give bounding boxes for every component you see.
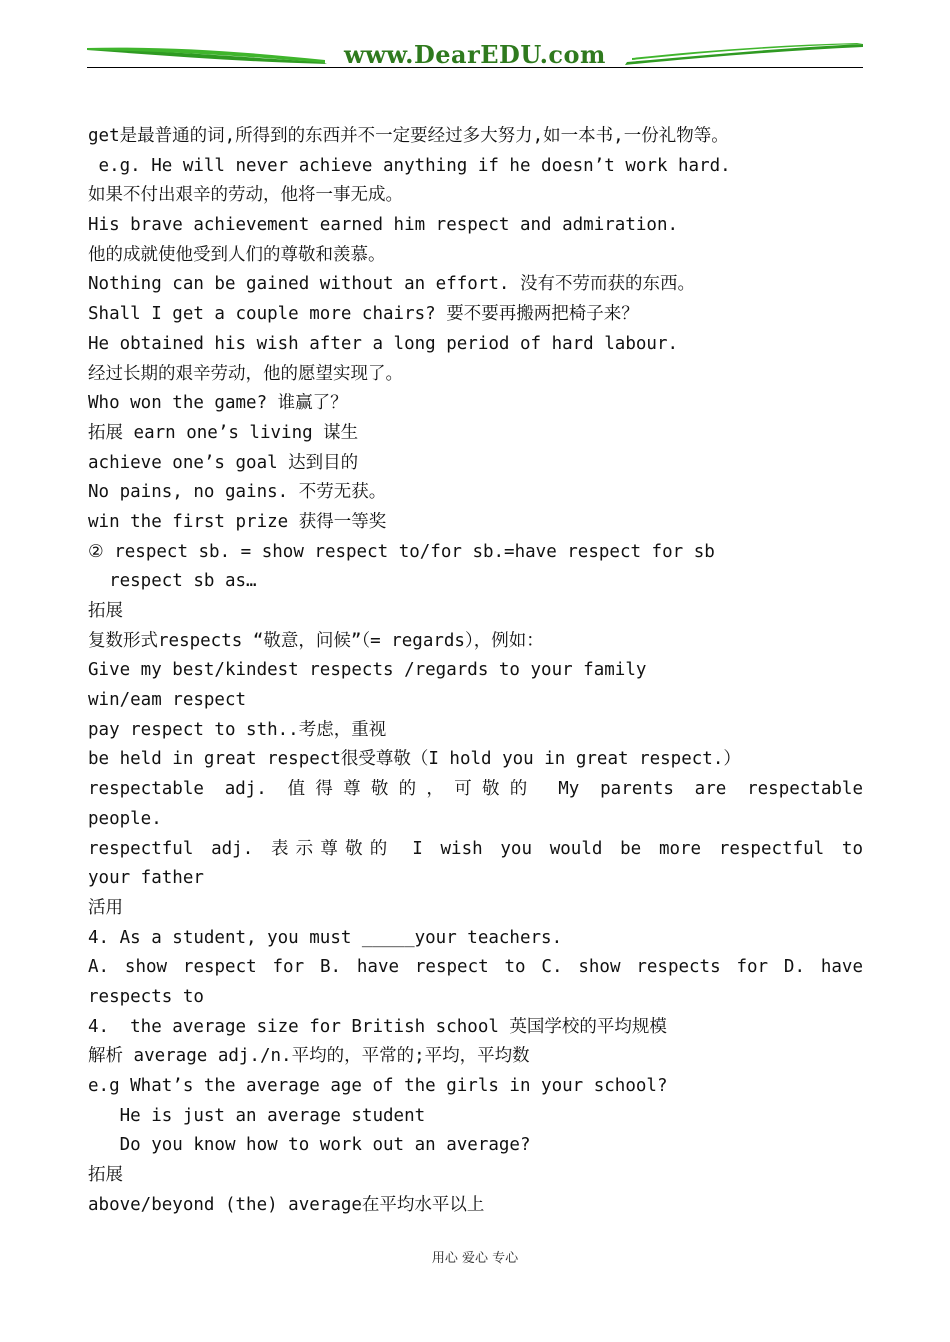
section-heading: 拓展 [88,601,123,621]
text-line: your father [88,868,204,889]
section-heading: 拓展 [88,1165,123,1186]
text-line: His brave achievement earned him respect and admiration. [88,215,679,236]
header-divider [87,67,863,68]
site-logo-text[interactable]: www.DearEDU.com [344,40,606,69]
text-line: respectable adj. 值得尊敬的，可敬的 My parents are respectable [88,779,863,800]
text-line: e.g. He will never achieve anything if he doesn’t work hard. [88,155,731,176]
text-line: Who won the game? 谁赢了？ [88,393,348,414]
exercise-question: 4. As a student, you must _____your teachers. [88,927,563,948]
text-line: ② respect sb. = show respect to/for sb.=have respect for sb [88,541,715,562]
text-line: Give my best/kindest respects /regards to your family [88,660,647,681]
text-line: 他的成就使他受到人们的尊敬和羡慕。 [88,244,386,265]
text-line: be held in great respect很受尊敬（I hold you in great respect.） [88,749,741,770]
exercise-options: respects to [88,986,204,1007]
text-line: pay respect to sth..考虑，重视 [88,719,387,740]
text-line: Do you know how to work out an average? [88,1135,531,1156]
text-line: win the first prize 获得一等奖 [88,511,387,532]
text-line: Shall I get a couple more chairs? 要不要再搬两把椅子来？ [88,304,639,325]
section-heading: 活用 [88,897,123,918]
text-line: 经过长期的艰辛劳动，他的愿望实现了。 [88,363,403,384]
text-line: e.g What’s the average age of the girls in your school? [88,1076,668,1096]
text-line: No pains, no gains. 不劳无获。 [88,482,387,503]
text-line: He is just an average student [88,1105,426,1126]
text-line: people. [88,808,162,829]
text-line: 拓展 earn one’s living 谋生 [88,422,359,443]
text-line: respectful adj. 表示尊敬的 I wish you would be more respectful to [88,838,863,859]
text-line: get是最普通的词,所得到的东西并不一定要经过多大努力,如一本书,一份礼物等。 [88,126,729,146]
text-line: win/eam respect [88,690,247,711]
text-line: achieve one’s goal 达到目的 [88,452,359,473]
text-line: above/beyond (the) average在平均水平以上 [88,1194,485,1215]
text-line: respect sb as… [88,571,257,592]
page-footer: 用心 爱心 专心 [431,1251,519,1266]
document-body [88,122,878,1220]
text-line: 解析 average adj./n.平均的，平常的;平均，平均数 [88,1046,530,1067]
exercise-options: A. show respect for B. have respect to C. show respects for D. have [88,957,863,978]
text-line: 如果不付出艰辛的劳动，他将一事无成。 [88,185,403,206]
text-line: 复数形式respects “敬意，问候”（= regards），例如： [88,630,544,651]
text-line: He obtained his wish after a long period of hard labour. [88,333,679,354]
text-line: Nothing can be gained without an effort. 没有不劳而获的东西。 [88,274,695,295]
text-line: 4. the average size for British school 英国学校的平均规模 [88,1016,667,1037]
